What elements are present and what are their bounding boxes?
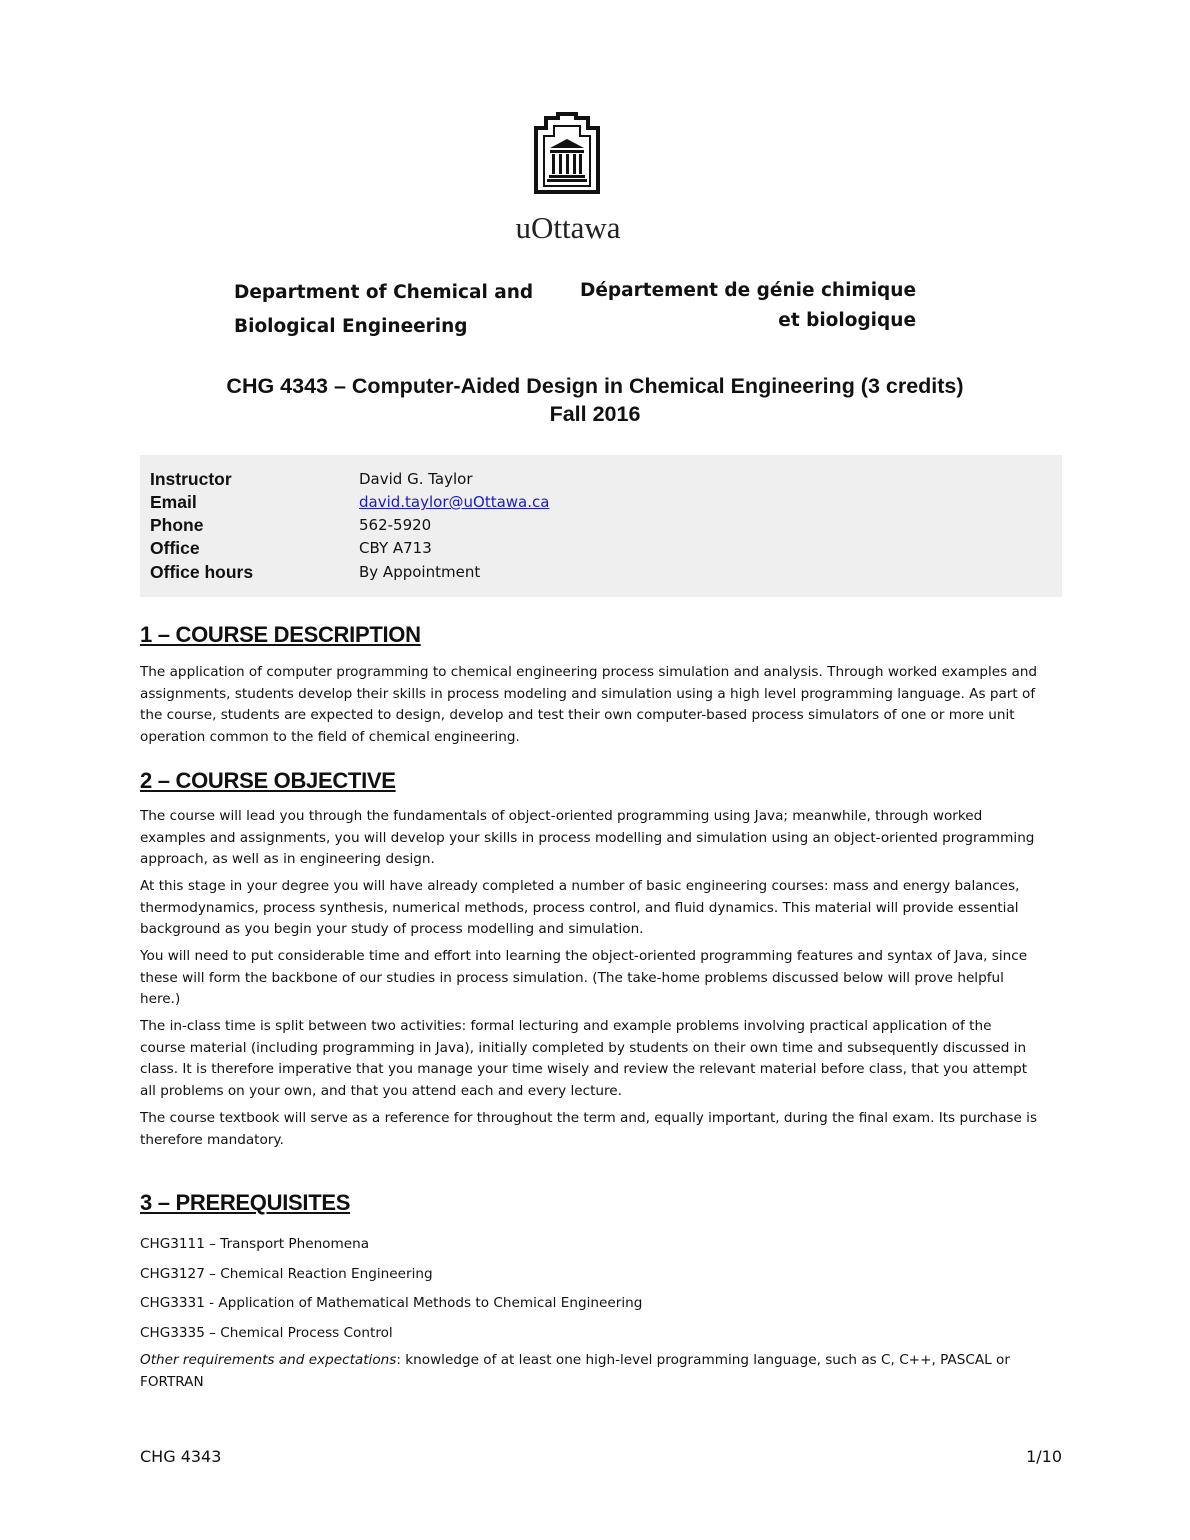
footer-page-number: 1/10 <box>1026 1447 1062 1466</box>
objective-paragraph: The course will lead you through the fundamentals of object-oriented programming using Java; meanwhile, through worked examples and assignments, you will develop your skills in process modelling and simulation using an object-oriented programming approach, as well as in engineering design. <box>140 808 1035 868</box>
department-french-line1: Département de génie chimique <box>580 280 916 301</box>
description-paragraph: The application of computer programming to chemical engineering process simulation and analysis. Through worked examples and assignments, students develop their skills in process modeling and simulation using a high level programming language. As part of the course, students are expected to design, develop and test their own computer-based process simulators of one or more unit operation common to the field of chemical engineering. <box>140 664 1038 746</box>
info-label: Instructor <box>150 469 232 489</box>
objective-paragraph: The in-class time is split between two activities: formal lecturing and example problems involving practical application of the course material (including programming in Java), initially completed by students on their own time and subsequently discussed in class. It is therefore imperative that you manage your time wisely and review the relevant material before class, that you attempt all problems on your own, and that you attend each and every lecture. <box>140 1018 1028 1100</box>
prerequisite-item: CHG3127 – Chemical Reaction Engineering <box>140 1266 433 1282</box>
section-heading-objective: 2 – COURSE OBJECTIVE <box>140 768 396 793</box>
info-label: Office <box>150 538 200 558</box>
department-english-line2: Biological Engineering <box>234 316 468 337</box>
objective-paragraph: The course textbook will serve as a reference for throughout the term and, equally important, during the final exam. Its purchase is therefore mandatory. <box>140 1110 1038 1148</box>
info-value: 562-5920 <box>359 516 432 534</box>
course-term: Fall 2016 <box>549 402 641 426</box>
course-title-block <box>100 372 1090 428</box>
department-french <box>560 276 916 336</box>
objective-paragraph: You will need to put considerable time and effort into learning the object-oriented programming features and syntax of Java, since these will form the backbone of our studies in process simulation. (The take-home problems discussed below will prove helpful here.) <box>140 948 1028 1008</box>
prerequisite-item: CHG3111 – Transport Phenomena <box>140 1236 370 1252</box>
email-link[interactable]: david.taylor@uOttawa.ca <box>359 493 550 511</box>
department-english-line1: Department of Chemical and <box>234 282 534 303</box>
info-value: David G. Taylor <box>359 470 473 488</box>
other-requirements-text: : knowledge of at least one high-level programming language, such as C, C++, PASCAL or FORTRAN <box>140 1352 1010 1390</box>
department-english <box>234 276 554 344</box>
course-title: CHG 4343 – Computer-Aided Design in Chemical Engineering (3 credits) <box>226 374 964 398</box>
other-requirements-label: Other requirements and expectations <box>140 1352 397 1368</box>
info-value: By Appointment <box>359 563 481 581</box>
info-row-instructor <box>150 469 1050 493</box>
prerequisite-item: CHG3331 - Application of Mathematical Methods to Chemical Engineering <box>140 1295 643 1311</box>
info-row-phone <box>150 515 1050 539</box>
prerequisite-item: CHG3335 – Chemical Process Control <box>140 1325 393 1341</box>
info-row-office-hours <box>150 562 1050 586</box>
info-label: Email <box>150 492 197 512</box>
section-heading-description: 1 – COURSE DESCRIPTION <box>140 622 421 647</box>
university-crest-icon <box>532 112 602 194</box>
objective-paragraph: At this stage in your degree you will have already completed a number of basic engineering courses: mass and energy balances, thermodynamics, process synthesis, numerical methods, process control, and fluid dynamics. This material will provide essential background as you begin your study of process modelling and simulation. <box>140 878 1020 938</box>
info-label: Office hours <box>150 562 254 582</box>
info-row-office <box>150 538 1050 562</box>
info-row-email <box>150 492 1050 516</box>
department-french-line2: et biologique <box>778 310 916 331</box>
info-value: CBY A713 <box>359 539 432 557</box>
info-label: Phone <box>150 515 204 535</box>
university-logo <box>498 112 638 244</box>
footer-course-code: CHG 4343 <box>140 1447 222 1466</box>
other-requirements <box>140 1350 1040 1393</box>
logo-wordmark: uOttawa <box>515 210 621 245</box>
section-heading-prerequisites: 3 – PREREQUISITES <box>140 1190 351 1215</box>
instructor-info-box <box>140 455 1062 597</box>
